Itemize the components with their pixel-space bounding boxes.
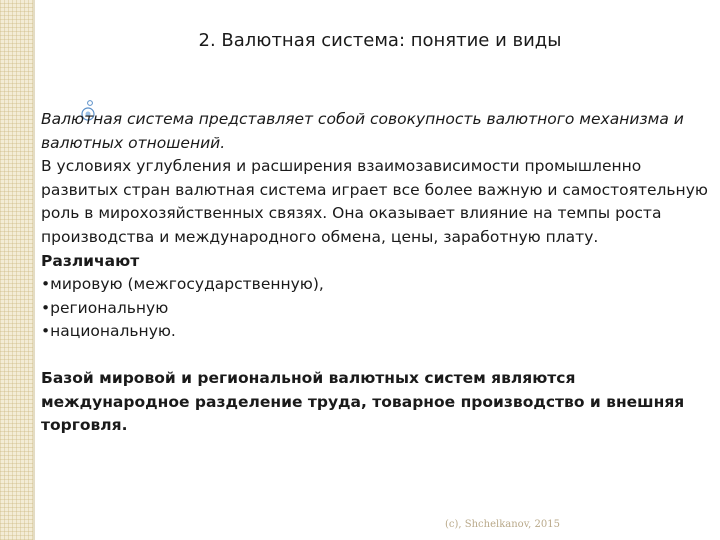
paragraph-spacer — [41, 344, 709, 367]
slide-title: 2. Валютная система: понятие и виды — [198, 30, 562, 51]
type-item-regional: •региональную — [41, 298, 169, 317]
decorative-divider — [33, 0, 35, 540]
definition-text: Валютная система представляет собой совокупность валютного механизма и валютных отношений. — [41, 110, 684, 152]
distinguish-label: Различают — [41, 251, 140, 270]
copyright-footer: (c), Shchelkanov, 2015 — [445, 519, 560, 530]
decorative-left-band — [0, 0, 33, 540]
type-item-national: •национальную. — [41, 322, 176, 341]
slide-body — [41, 108, 709, 438]
type-item-world: •мировую (межгосударственную), — [41, 275, 324, 294]
context-paragraph: В условиях углубления и расширения взаимозависимости промышленно развитых стран валютная система играет все более важную и самостоятельную роль в мирохозяйственных связях. Она оказывает влияние на темпы роста производства и международного обмена, цены, заработную плату. — [41, 157, 708, 246]
conclusion-text: Базой мировой и региональной валютных систем являются международное разделение труда, товарное производство и внешняя торговля. — [41, 368, 685, 435]
